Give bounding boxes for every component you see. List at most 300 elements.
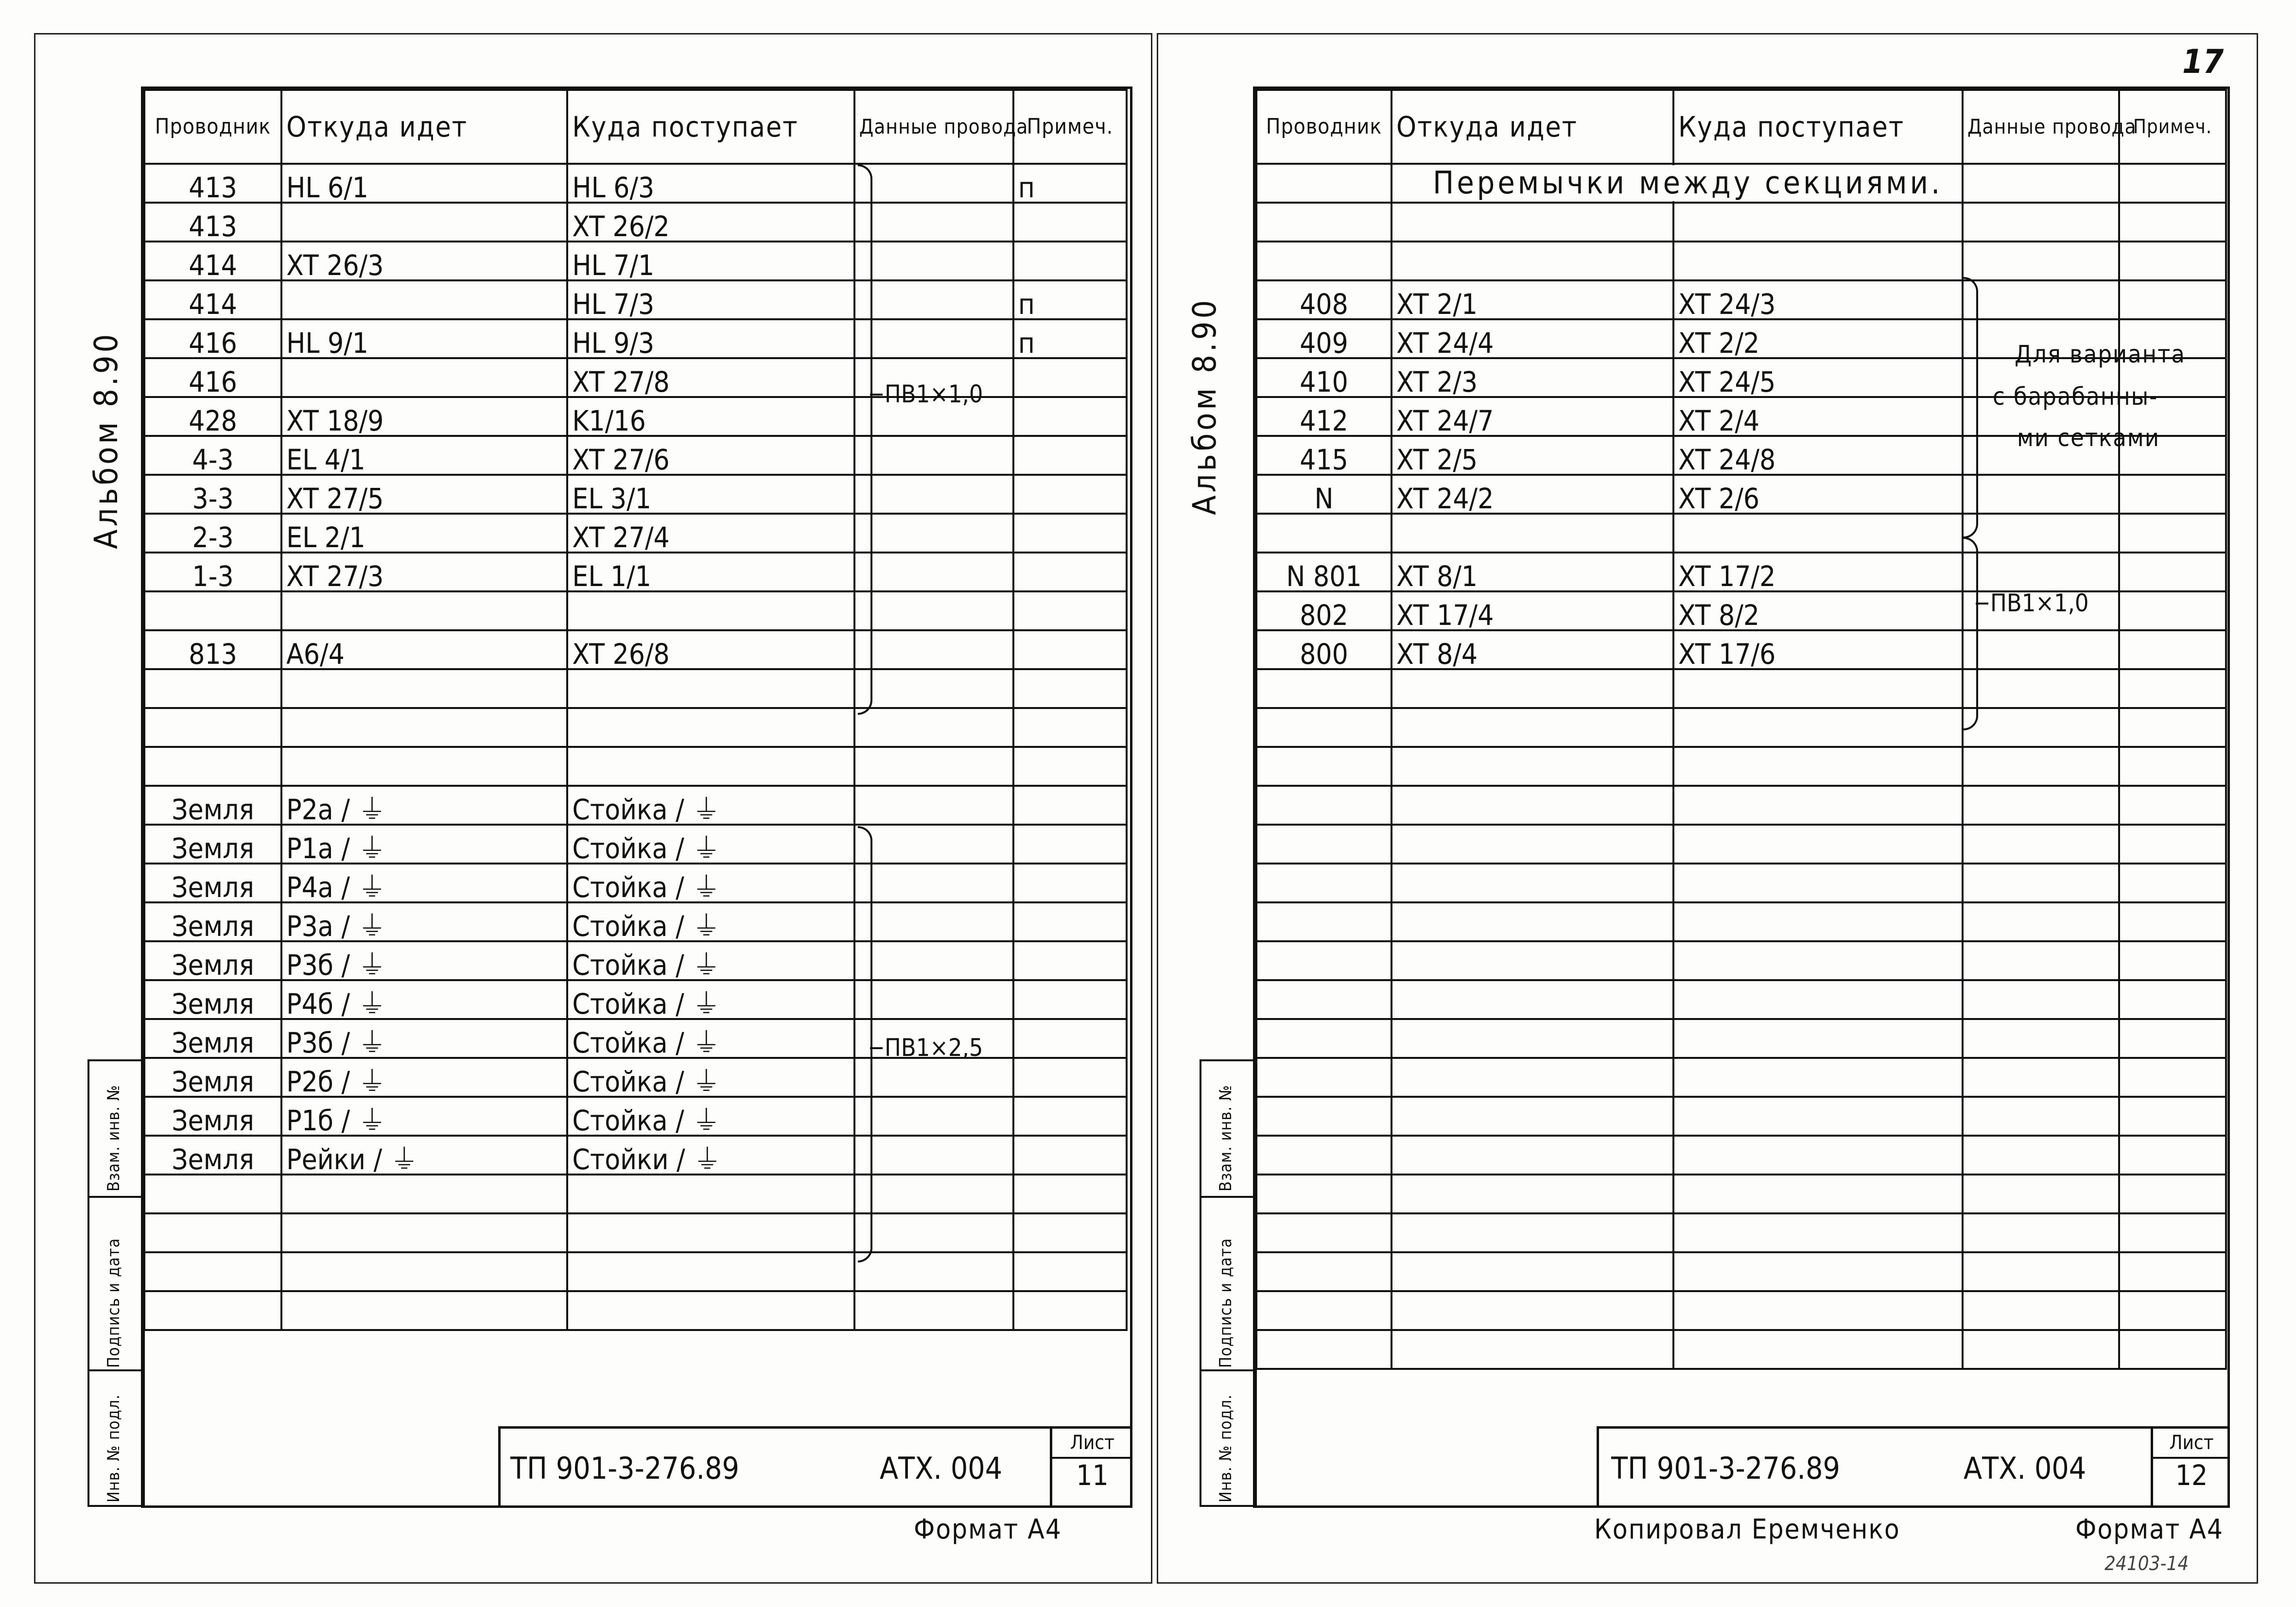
cell-from [1392, 902, 1673, 941]
cell-from: P4a / ⏚ [281, 864, 567, 902]
table-row [144, 1058, 1127, 1097]
cell-to: XT 17/2 [1673, 553, 1963, 591]
cell-wire-data [854, 1213, 1013, 1252]
cell-from: XT 17/4 [1392, 591, 1673, 630]
cell-to [567, 1252, 854, 1291]
cell-to [567, 747, 854, 786]
cell-to: Стойка / ⏚ [567, 1019, 854, 1058]
table-row [144, 864, 1127, 902]
table-row [144, 747, 1127, 786]
cell-from [1392, 1252, 1673, 1291]
cell-from: XT 2/5 [1392, 436, 1673, 475]
cell-to: XT 24/8 [1673, 436, 1963, 475]
right-stamp-replace: Взам. инв. № [1216, 1085, 1235, 1192]
table-row [144, 980, 1127, 1019]
cell-from: P4б / ⏚ [281, 980, 567, 1019]
cell-conductor: Земля [144, 1058, 281, 1097]
cell-from [1392, 203, 1673, 242]
cell-from: XT 24/7 [1392, 397, 1673, 436]
cell-conductor [144, 669, 281, 708]
cell-conductor [1256, 669, 1392, 708]
cell-wire-data [1963, 553, 2119, 591]
table-row [144, 475, 1127, 514]
table-row [144, 941, 1127, 980]
cell-from [1392, 825, 1673, 864]
cell-conductor: 800 [1256, 630, 1392, 669]
cell-note [2119, 1136, 2226, 1175]
cell-conductor [1256, 980, 1392, 1019]
cell-wire-data [854, 319, 1013, 358]
page-number: 17 [2182, 43, 2224, 81]
variant-note-line-1: Для варианта [2015, 340, 2186, 368]
cell-to [567, 1291, 854, 1330]
cell-from: XT 24/2 [1392, 475, 1673, 514]
left-title-doc: АТХ. 004 [880, 1451, 1003, 1486]
left-brace-2-tip [870, 1047, 883, 1049]
cell-wire-data [1963, 669, 2119, 708]
cell-conductor [1256, 203, 1392, 242]
cell-conductor: 802 [1256, 591, 1392, 630]
cell-note [1013, 1252, 1127, 1291]
cell-conductor [1256, 242, 1392, 280]
cell-to: Стойка / ⏚ [567, 902, 854, 941]
cell-note [2119, 203, 2226, 242]
cell-to: XT 17/6 [1673, 630, 1963, 669]
cell-wire-data [854, 708, 1013, 747]
cell-from [1392, 1058, 1673, 1097]
cell-note [1013, 786, 1127, 825]
table-row [144, 164, 1127, 203]
cell-note [1013, 397, 1127, 436]
cell-to: HL 7/1 [567, 242, 854, 280]
table-row [1256, 1136, 2226, 1175]
table-row [144, 436, 1127, 475]
right-title-block [1597, 1426, 2227, 1505]
cell-to [1673, 1136, 1963, 1175]
cell-conductor [1256, 864, 1392, 902]
cell-conductor [1256, 1213, 1392, 1252]
cell-from [281, 1213, 567, 1252]
cell-conductor: Земля [144, 1019, 281, 1058]
table-row [144, 1291, 1127, 1330]
left-sheet-label: Лист [1052, 1429, 1132, 1459]
cell-to [1673, 980, 1963, 1019]
right-brace-2-label: ПВ1×1,0 [1990, 589, 2089, 617]
cell-wire-data [1963, 1019, 2119, 1058]
cell-note [1013, 1019, 1127, 1058]
cell-wire-data [854, 980, 1013, 1019]
cell-wire-data [1963, 203, 2119, 242]
cell-conductor [1256, 164, 1392, 203]
cell-to [1673, 1291, 1963, 1330]
cell-conductor [1256, 1175, 1392, 1213]
cell-conductor: 410 [1256, 358, 1392, 397]
cell-from: HL 9/1 [281, 319, 567, 358]
left-brace-1-tip [870, 394, 883, 396]
cell-note [1013, 1291, 1127, 1330]
cell-from: HL 6/1 [281, 164, 567, 203]
cell-from: XT 18/9 [281, 397, 567, 436]
right-side-stamp [1200, 1059, 1257, 1507]
cell-from [1392, 1291, 1673, 1330]
cell-note [1013, 553, 1127, 591]
cell-note: п [1013, 319, 1127, 358]
cell-from [1392, 669, 1673, 708]
cell-to [1673, 864, 1963, 902]
cell-to [1673, 1213, 1963, 1252]
table-row [1256, 1019, 2226, 1058]
cell-to [1673, 1019, 1963, 1058]
left-brace-2-label: ПВ1×2,5 [885, 1034, 983, 1062]
cell-from: EL 2/1 [281, 514, 567, 553]
cell-note [2119, 864, 2226, 902]
cell-conductor: 409 [1256, 319, 1392, 358]
cell-wire-data [1963, 630, 2119, 669]
col-header-conductor: Проводник [1256, 90, 1392, 164]
cell-conductor: N [1256, 475, 1392, 514]
cell-to: Стойка / ⏚ [567, 825, 854, 864]
cell-note: п [1013, 280, 1127, 319]
cell-to: Стойка / ⏚ [567, 1058, 854, 1097]
table-row [1256, 630, 2226, 669]
cell-wire-data [854, 1175, 1013, 1213]
cell-conductor [1256, 1058, 1392, 1097]
cell-note [1013, 475, 1127, 514]
cell-conductor: Земля [144, 980, 281, 1019]
cell-note [1013, 1097, 1127, 1136]
cell-conductor [144, 591, 281, 630]
cell-note [2119, 747, 2226, 786]
cell-from: P1a / ⏚ [281, 825, 567, 864]
col-header-to: Куда поступает [567, 90, 854, 164]
right-brace-2-tip [1976, 603, 1988, 605]
left-stamp-replace: Взам. инв. № [104, 1085, 123, 1192]
cell-from [1392, 1213, 1673, 1252]
cell-wire-data [1963, 747, 2119, 786]
cell-to: Стойки / ⏚ [567, 1136, 854, 1175]
table-row [144, 902, 1127, 941]
copied-by: Копировал Еремченко [1594, 1514, 1900, 1545]
cell-from: XT 2/3 [1392, 358, 1673, 397]
table-row [1256, 747, 2226, 786]
cell-wire-data [854, 203, 1013, 242]
cell-from [1392, 864, 1673, 902]
left-stamp-inv: Инв. № подл. [104, 1394, 123, 1503]
table-row [1256, 280, 2226, 319]
cell-wire-data [1963, 825, 2119, 864]
table-row [144, 514, 1127, 553]
table-row [1256, 786, 2226, 825]
cell-note [2119, 475, 2226, 514]
cell-conductor: Земля [144, 825, 281, 864]
cell-conductor: Земля [144, 864, 281, 902]
cell-to: EL 1/1 [567, 553, 854, 591]
cell-note [2119, 941, 2226, 980]
cell-conductor: Земля [144, 902, 281, 941]
col-header-wire-data: Данные провода [1963, 90, 2119, 164]
table-row [1256, 1252, 2226, 1291]
cell-conductor [1256, 902, 1392, 941]
cell-to [567, 1213, 854, 1252]
table-row [1256, 1058, 2226, 1097]
cell-wire-data [1963, 1252, 2119, 1291]
cell-wire-data [854, 1291, 1013, 1330]
table-row [1256, 864, 2226, 902]
cell-to [1673, 941, 1963, 980]
cell-to: XT 27/8 [567, 358, 854, 397]
cell-from: P2б / ⏚ [281, 1058, 567, 1097]
table-row [1256, 669, 2226, 708]
cell-to: XT 2/6 [1673, 475, 1963, 514]
cell-note [1013, 747, 1127, 786]
cell-wire-data [1963, 164, 2119, 203]
cell-conductor: 414 [144, 242, 281, 280]
cell-wire-data [1963, 864, 2119, 902]
cell-wire-data [854, 1097, 1013, 1136]
cell-from [1392, 1019, 1673, 1058]
table-row [144, 1213, 1127, 1252]
cell-note [2119, 980, 2226, 1019]
cell-from: P2a / ⏚ [281, 786, 567, 825]
cell-wire-data [854, 902, 1013, 941]
left-title-block [498, 1426, 1130, 1505]
table-row [144, 786, 1127, 825]
cell-note [1013, 436, 1127, 475]
right-sheet-label: Лист [2153, 1429, 2230, 1459]
table-row [1256, 941, 2226, 980]
cell-note [1013, 669, 1127, 708]
cell-to: XT 24/3 [1673, 280, 1963, 319]
cell-to [1673, 902, 1963, 941]
cell-wire-data [854, 280, 1013, 319]
cell-wire-data [1963, 242, 2119, 280]
cell-wire-data [854, 864, 1013, 902]
cell-from [281, 1252, 567, 1291]
cell-note [2119, 630, 2226, 669]
cell-note [1013, 1213, 1127, 1252]
cell-from [1392, 1097, 1673, 1136]
cell-conductor [144, 1291, 281, 1330]
cell-to [1673, 825, 1963, 864]
cell-note [1013, 980, 1127, 1019]
left-sheet-number: 11 [1076, 1459, 1109, 1492]
cell-conductor: Земля [144, 786, 281, 825]
cell-wire-data [854, 475, 1013, 514]
cell-to [1673, 1058, 1963, 1097]
cell-note [2119, 1252, 2226, 1291]
cell-from: XT 26/3 [281, 242, 567, 280]
variant-note-line-2: с барабанны- [1993, 382, 2158, 411]
cell-from: XT 2/1 [1392, 280, 1673, 319]
cell-conductor [144, 1252, 281, 1291]
cell-to: XT 26/2 [567, 203, 854, 242]
cell-from [281, 708, 567, 747]
cell-note [2119, 280, 2226, 319]
col-header-conductor: Проводник [144, 90, 281, 164]
cell-note [2119, 902, 2226, 941]
cell-note [1013, 825, 1127, 864]
left-stamp-signature: Подпись и дата [104, 1238, 123, 1368]
cell-conductor [1256, 747, 1392, 786]
table-row [1256, 1330, 2226, 1369]
cell-to [1673, 203, 1963, 242]
cell-note [1013, 1136, 1127, 1175]
table-row [1256, 708, 2226, 747]
right-stamp-signature: Подпись и дата [1216, 1238, 1235, 1368]
cell-wire-data [854, 630, 1013, 669]
corner-mark: 24103-14 [2105, 1553, 2189, 1575]
cell-wire-data [1963, 980, 2119, 1019]
cell-to: XT 27/6 [567, 436, 854, 475]
table-row [1256, 514, 2226, 553]
col-header-from: Откуда идет [1392, 90, 1673, 164]
cell-note [1013, 902, 1127, 941]
left-sheet-box [1050, 1429, 1132, 1505]
table-row [144, 1136, 1127, 1175]
table-row [144, 242, 1127, 280]
cell-from [1392, 242, 1673, 280]
cell-from: P1б / ⏚ [281, 1097, 567, 1136]
cell-to: Стойка / ⏚ [567, 864, 854, 902]
cell-conductor: N 801 [1256, 553, 1392, 591]
cell-conductor [1256, 786, 1392, 825]
cell-to: HL 6/3 [567, 164, 854, 203]
left-brace-1 [858, 164, 872, 715]
right-format: Формат А4 [2075, 1514, 2224, 1545]
col-header-to: Куда поступает [1673, 90, 1963, 164]
cell-from: XT 24/4 [1392, 319, 1673, 358]
cell-note [1013, 1175, 1127, 1213]
cell-to [1673, 1097, 1963, 1136]
left-brace-1-label: ПВ1×1,0 [885, 380, 983, 408]
cell-conductor: 2-3 [144, 514, 281, 553]
cell-to: K1/16 [567, 397, 854, 436]
table-row [1256, 475, 2226, 514]
cell-from [1392, 708, 1673, 747]
cell-to: XT 26/8 [567, 630, 854, 669]
cell-conductor: Земля [144, 941, 281, 980]
col-header-wire-data: Данные провода [854, 90, 1013, 164]
table-row [144, 203, 1127, 242]
cell-from [1392, 786, 1673, 825]
cell-to [567, 1175, 854, 1213]
table-row [144, 1175, 1127, 1213]
table-row [144, 553, 1127, 591]
cell-to: HL 7/3 [567, 280, 854, 319]
cell-conductor [1256, 1136, 1392, 1175]
cell-note [1013, 514, 1127, 553]
cell-note [2119, 164, 2226, 203]
cell-conductor: 813 [144, 630, 281, 669]
right-sheet-box [2151, 1429, 2230, 1505]
cell-from: EL 4/1 [281, 436, 567, 475]
right-stamp-inv: Инв. № подл. [1216, 1394, 1235, 1503]
cell-to [1673, 1175, 1963, 1213]
cell-wire-data [854, 669, 1013, 708]
cell-to [1673, 514, 1963, 553]
cell-wire-data [1963, 708, 2119, 747]
table-row [144, 280, 1127, 319]
cell-conductor [144, 1175, 281, 1213]
cell-to [1673, 669, 1963, 708]
cell-note [2119, 1291, 2226, 1330]
cell-from: P3б / ⏚ [281, 1019, 567, 1058]
cell-to: XT 24/5 [1673, 358, 1963, 397]
table-row [144, 669, 1127, 708]
cell-note [1013, 941, 1127, 980]
cell-from [281, 1291, 567, 1330]
cell-note [2119, 591, 2226, 630]
cell-conductor: 413 [144, 203, 281, 242]
cell-conductor: 416 [144, 319, 281, 358]
cell-note [2119, 1213, 2226, 1252]
cell-conductor: 413 [144, 164, 281, 203]
left-format: Формат А4 [914, 1514, 1062, 1545]
cell-conductor [1256, 1019, 1392, 1058]
right-sheet-number: 12 [2175, 1459, 2208, 1492]
cell-to [1673, 747, 1963, 786]
cell-from [281, 747, 567, 786]
cell-from [1392, 980, 1673, 1019]
cell-wire-data [1963, 1291, 2119, 1330]
cell-conductor: 414 [144, 280, 281, 319]
col-header-note: Примеч. [2119, 90, 2226, 164]
col-header-from: Откуда идет [281, 90, 567, 164]
cell-from [1392, 1175, 1673, 1213]
cell-from: XT 8/4 [1392, 630, 1673, 669]
table-row [1256, 1175, 2226, 1213]
right-title-code: ТП 901-3-276.89 [1611, 1451, 1841, 1486]
cell-to [1673, 242, 1963, 280]
cell-wire-data [1963, 1058, 2119, 1097]
cell-to [567, 708, 854, 747]
cell-from [281, 203, 567, 242]
cell-conductor: 1-3 [144, 553, 281, 591]
cell-conductor: 408 [1256, 280, 1392, 319]
jumpers-between-sections: Перемычки между секциями. [1429, 165, 1947, 201]
table-row [1256, 1097, 2226, 1136]
cell-conductor [144, 747, 281, 786]
cell-to: XT 8/2 [1673, 591, 1963, 630]
cell-conductor [144, 708, 281, 747]
cell-note [1013, 358, 1127, 397]
cell-to [1673, 1252, 1963, 1291]
cell-conductor [1256, 514, 1392, 553]
cell-wire-data [854, 1058, 1013, 1097]
cell-note [1013, 630, 1127, 669]
cell-conductor: 412 [1256, 397, 1392, 436]
cell-from [1392, 941, 1673, 980]
cell-conductor [1256, 708, 1392, 747]
cell-wire-data [1963, 941, 2119, 980]
col-header-note: Примеч. [1013, 90, 1127, 164]
cell-note [2119, 1175, 2226, 1213]
cell-note [1013, 203, 1127, 242]
cell-from: P3б / ⏚ [281, 941, 567, 980]
cell-conductor [1256, 1252, 1392, 1291]
cell-note [1013, 1058, 1127, 1097]
cell-conductor [1256, 941, 1392, 980]
cell-from [1392, 1136, 1673, 1175]
left-brace-2 [858, 826, 872, 1262]
table-row [1256, 825, 2226, 864]
table-row [144, 630, 1127, 669]
cell-to [567, 591, 854, 630]
cell-note [2119, 825, 2226, 864]
cell-wire-data [1963, 786, 2119, 825]
cell-note [1013, 591, 1127, 630]
cell-note [2119, 708, 2226, 747]
